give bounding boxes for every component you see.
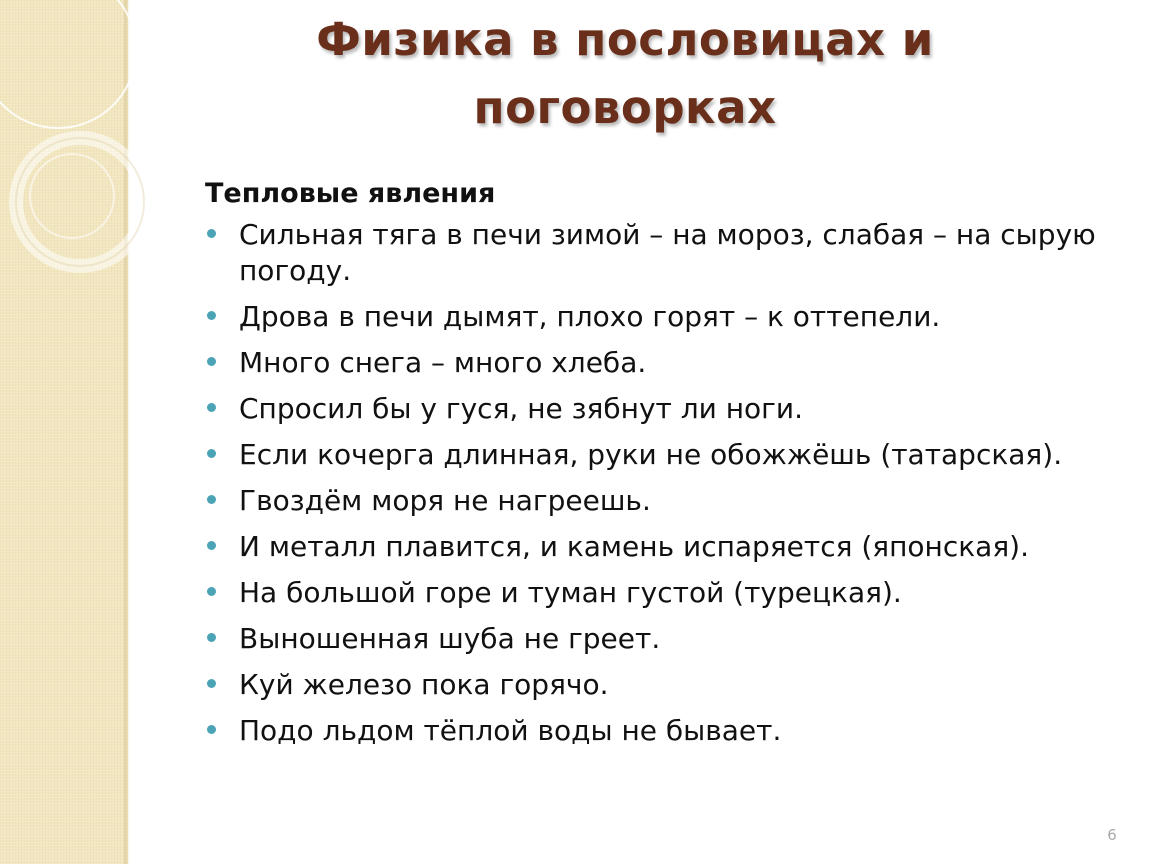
list-item-text: На большой горе и туман густой (турецкая).	[239, 576, 902, 609]
section-heading: Тепловые явления	[205, 178, 496, 209]
bullet-icon	[207, 403, 216, 412]
list-item	[205, 667, 1115, 703]
bullet-icon	[207, 679, 216, 688]
list-item	[205, 217, 1115, 289]
page-number: 6	[1107, 826, 1117, 844]
list-item-text: Сильная тяга в печи зимой – на мороз, слабая – на сырую погоду.	[239, 218, 1096, 287]
list-item-text: Гвоздём моря не нагреешь.	[239, 484, 651, 517]
list-item	[205, 391, 1115, 427]
list-item	[205, 575, 1115, 611]
list-item-text: И металл плавится, и камень испаряется (японская).	[239, 530, 1029, 563]
rings-decoration-icon	[0, 0, 200, 300]
list-item-text: Если кочерга длинная, руки не обожжёшь (татарская).	[239, 438, 1063, 471]
list-item	[205, 345, 1115, 381]
list-item-text: Спросил бы у гуся, не зябнут ли ноги.	[239, 392, 803, 425]
bullet-icon	[207, 541, 216, 550]
bullet-icon	[207, 633, 216, 642]
list-item	[205, 529, 1115, 565]
list-item-text: Выношенная шуба не греет.	[239, 622, 661, 655]
list-item	[205, 437, 1115, 473]
bullet-icon	[207, 587, 216, 596]
slide-title: Физика в пословицах и поговорках	[316, 13, 934, 134]
list-item-text: Много снега – много хлеба.	[239, 346, 647, 379]
proverb-list	[205, 217, 1115, 749]
bullet-icon	[207, 495, 216, 504]
bullet-icon	[207, 357, 216, 366]
list-item	[205, 713, 1115, 749]
bullet-icon	[207, 725, 216, 734]
slide-content	[205, 176, 1115, 759]
list-item	[205, 299, 1115, 335]
bullet-icon	[207, 229, 216, 238]
list-item-text: Подо льдом тёплой воды не бывает.	[239, 714, 782, 747]
list-item	[205, 621, 1115, 657]
list-item-text: Дрова в печи дымят, плохо горят – к оттепели.	[239, 300, 941, 333]
list-item	[205, 483, 1115, 519]
bullet-icon	[207, 449, 216, 458]
bullet-icon	[207, 311, 216, 320]
list-item-text: Куй железо пока горячо.	[239, 668, 609, 701]
